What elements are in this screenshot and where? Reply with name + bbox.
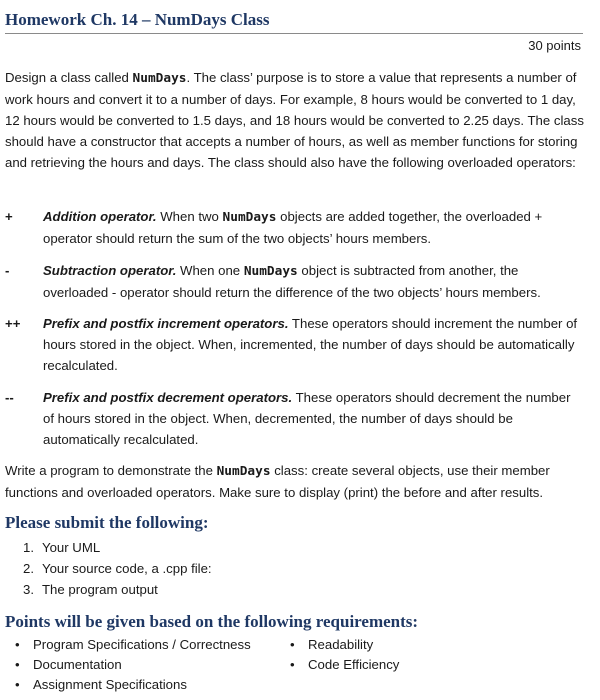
operator-symbol: +: [5, 209, 13, 224]
operator-symbol: --: [5, 390, 14, 405]
list-text: Assignment Specifications: [33, 677, 187, 692]
intro-prefix: Design a class called: [5, 70, 133, 85]
demo-paragraph: [5, 460, 585, 503]
submit-list: [5, 537, 212, 600]
operator-subtraction: [5, 260, 585, 303]
points-label: 30 points: [528, 38, 581, 53]
operator-name: Subtraction operator.: [43, 263, 177, 278]
operator-text-after: objects are added together, the overloaded + operator should return the sum of the two objects’ hours members.: [43, 209, 543, 246]
operator-symbol: ++: [5, 316, 21, 331]
submit-heading: Please submit the following:: [5, 513, 209, 532]
operator-name: Prefix and postfix decrement operators.: [43, 390, 293, 405]
operator-code: NumDays: [243, 264, 298, 279]
operator-code: NumDays: [222, 210, 277, 225]
list-text: Your UML: [42, 540, 101, 555]
list-item: [280, 655, 399, 675]
list-text: Program Specifications / Correctness: [33, 637, 251, 652]
list-item: [5, 635, 251, 655]
bullet-icon: •: [15, 677, 20, 692]
bullet-icon: •: [290, 657, 295, 672]
demo-prefix: Write a program to demonstrate the: [5, 463, 217, 478]
intro-paragraph: [5, 67, 585, 173]
list-item: [5, 579, 212, 600]
bullet-icon: •: [15, 637, 20, 652]
bullet-icon: •: [290, 637, 295, 652]
list-item: [5, 537, 212, 558]
operator-decrement: [5, 387, 585, 450]
operator-name: Addition operator.: [43, 209, 157, 224]
class-name-code: NumDays: [132, 71, 187, 86]
operator-text: These operators should increment the number of hours stored in the object. When, incremented, the number of days should be automatically recalculated.: [43, 316, 578, 373]
requirements-list-left: [5, 635, 251, 695]
list-text: Your source code, a .cpp file:: [42, 561, 212, 576]
requirements-heading: Points will be given based on the following requirements:: [5, 612, 419, 631]
list-text: Code Efficiency: [308, 657, 400, 672]
page-title: Homework Ch. 14 – NumDays Class: [5, 10, 270, 29]
list-item: [5, 675, 251, 695]
list-text: Documentation: [33, 657, 122, 672]
requirements-list-right: [280, 635, 399, 675]
operator-text-after: object is subtracted from another, the overloaded - operator should return the difference of the two objects’ hours members.: [43, 263, 541, 300]
list-text: Readability: [308, 637, 374, 652]
demo-text: class: create several objects, use their member functions and overloaded operators. Make sure to display (print) the before and after results.: [5, 463, 550, 500]
operator-symbol: -: [5, 263, 10, 278]
bullet-icon: •: [15, 657, 20, 672]
list-text: The program output: [42, 582, 158, 597]
operator-text: When two: [156, 209, 223, 224]
operator-addition: [5, 206, 585, 249]
operator-text: These operators should decrement the number of hours stored in the object. When, decremented, the number of days should be automatically recalculated.: [43, 390, 571, 447]
list-number: 1.: [23, 540, 34, 555]
title-divider: [5, 33, 583, 34]
list-item: [5, 558, 212, 579]
operator-name: Prefix and postfix increment operators.: [43, 316, 289, 331]
intro-text: . The class’ purpose is to store a value that represents a number of work hours and convert it to a number of days. For example, 8 hours would be converted to 1 day, 12 hours would be converted to 1.5 days, and 18 hours would be converted to 2.25 days. The class should have a constructor that accepts a number of hours, as well as member functions for storing and retrieving the hours and days. The class should also have the following overloaded operators:: [5, 70, 584, 170]
class-name-code: NumDays: [216, 464, 271, 479]
list-item: [280, 635, 399, 655]
operator-text: When one: [176, 263, 244, 278]
list-number: 2.: [23, 561, 34, 576]
list-item: [5, 655, 251, 675]
list-number: 3.: [23, 582, 34, 597]
operator-increment: [5, 313, 585, 376]
